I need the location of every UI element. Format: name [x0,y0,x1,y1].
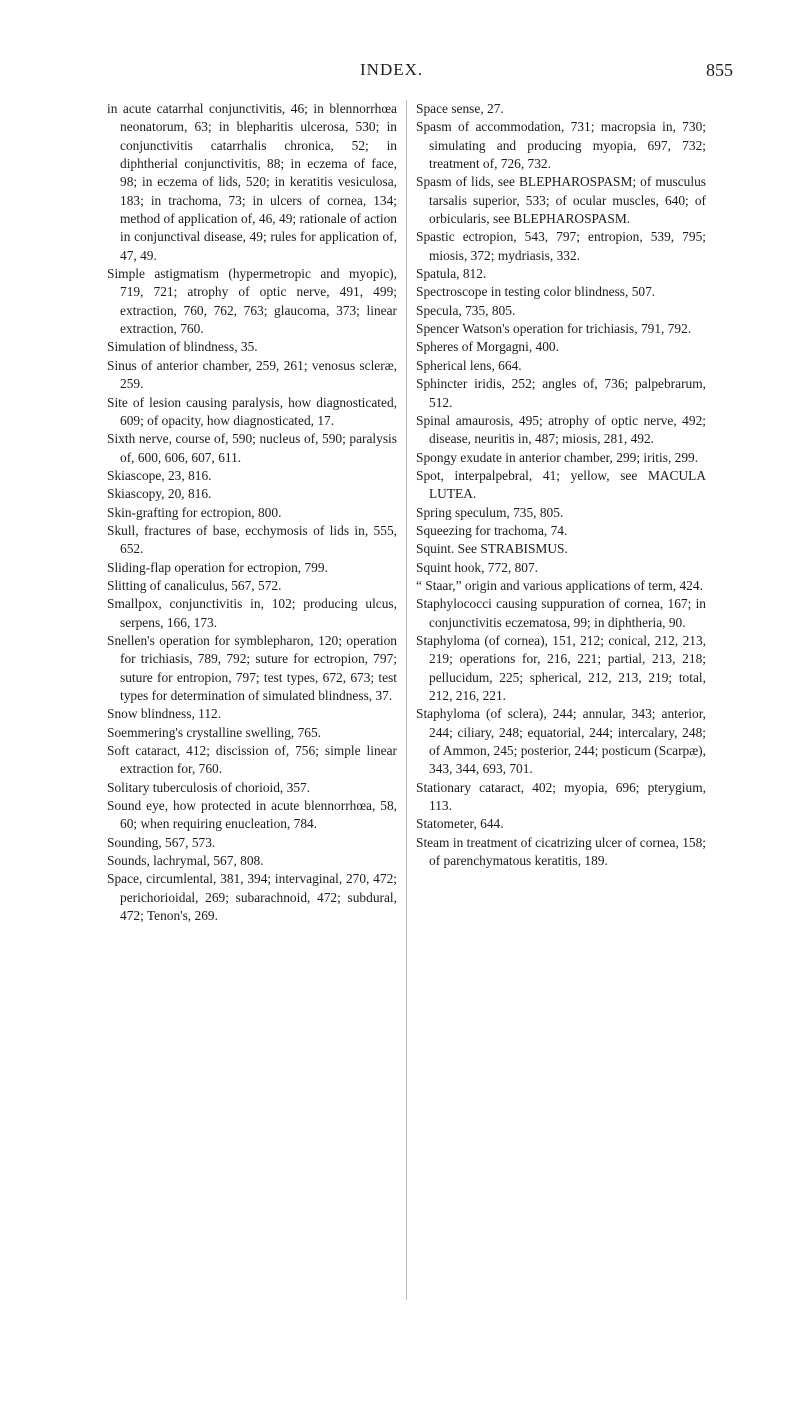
index-entry: Spinal amaurosis, 495; atrophy of optic nerve, 492; disease, neuritis in, 487; miosis, 281, 492. [416,412,706,447]
index-entry: “ Staar,” origin and various applications of term, 424. [416,577,703,593]
index-entry: Staphylococci causing suppuration of cornea, 167; in conjunctivitis eczematosa, 99; in diphtheria, 90. [416,596,706,630]
index-entry: Solitary tuberculosis of chorioid, 357. [107,779,311,795]
index-entry: Simulation of blindness, 35. [107,339,258,355]
index-entry: Spastic ectropion, 543, 797; entropion, 539, 795; miosis, 372; mydriasis, 332. [416,229,706,263]
index-entry: Skin-grafting for ectropion, 800. [107,504,282,520]
index-entry: Sounding, 567, 573. [107,834,216,850]
index-entry: Soemmering's crystalline swelling, 765. [107,724,322,740]
index-entry: Sinus of anterior chamber, 259, 261; venosus scleræ, 259. [107,357,397,392]
index-entry: Snow blindness, 112. [107,706,222,722]
index-entry: Statometer, 644. [416,816,504,832]
index-entry: Spongy exudate in anterior chamber, 299; iritis, 299. [416,449,699,465]
column-divider [406,100,407,1300]
index-entry: Site of lesion causing paralysis, how diagnosticated, 609; of opacity, how diagnosticated, 17. [107,394,397,428]
index-entry: Sphincter iridis, 252; angles of, 736; palpebrarum, 512. [416,376,706,410]
index-entry: Smallpox, conjunctivitis in, 102; producing ulcus, serpens, 166, 173. [107,596,397,630]
index-entry: Spasm of accommodation, 731; macropsia in, 730; simulating and producing myopia, 697, 732; treatment of, 726, 732. [416,119,706,172]
index-entry: Sliding-flap operation for ectropion, 799. [107,559,328,575]
index-entry: Skiascope, 23, 816. [107,467,212,483]
index-entry: Staphyloma (of sclera), 244; annular, 343; anterior, 244; ciliary, 248; equatorial, 244; intercalary, 248; of Ammon, 245; posterior, 244; posticum (Scarpæ), 343, 344, 693, 701. [416,706,706,777]
page-number: 855 [706,60,733,80]
index-entry: Sixth nerve, course of, 590; nucleus of, 590; paralysis of, 600, 606, 607, 611. [107,431,397,465]
running-head: INDEX. [360,60,424,79]
index-entry: Skiascopy, 20, 816. [107,486,212,502]
index-entry: Spot, interpalpebral, 41; yellow, see MACULA LUTEA. [416,467,706,502]
index-entry: Spatula, 812. [416,266,487,282]
index-entry: Squint. See STRABISMUS. [416,541,568,557]
index-column-left [107,100,397,925]
index-entry: Sounds, lachrymal, 567, 808. [107,853,264,869]
index-entry: Snellen's operation for symblepharon, 120; operation for trichiasis, 789, 792; suture for ectropion, 797; suture for entropion, 797; test types, 672, 673; test types for determination of simulated blindness, 37. [107,632,397,703]
index-entry: Space sense, 27. [416,101,504,116]
index-entry: Space, circumlental, 381, 394; intervaginal, 270, 472; perichorioidal, 269; subarachnoid, 472; subdural, 472; Tenon's, 269. [107,871,397,924]
index-entry: Slitting of canaliculus, 567, 572. [107,577,282,593]
index-entry: Squeezing for trachoma, 74. [416,522,568,538]
page-header [0,60,800,86]
index-entry: Soft cataract, 412; discission of, 756; simple linear extraction for, 760. [107,743,397,777]
index-entry: Skull, fractures of base, ecchymosis of lids in, 555, 652. [107,522,397,557]
index-entry: Simple astigmatism (hypermetropic and myopic), 719, 721; atrophy of optic nerve, 491, 499; extraction, 760, 762, 763; glaucoma, 373; linear extraction, 760. [107,266,397,337]
index-entry: Spectroscope in testing color blindness, 507. [416,284,656,300]
index-entry: Steam in treatment of cicatrizing ulcer of cornea, 158; of parenchymatous keratitis, 189. [416,834,706,869]
index-entry: Spring speculum, 735, 805. [416,504,564,520]
index-entry: Specula, 735, 805. [416,302,516,318]
index-entry: Spasm of lids, see BLEPHAROSPASM; of musculus tarsalis superior, 533; of ocular muscles, 640; of orbicularis, see BLEPHAROSPASM. [416,174,706,227]
index-entry: Spherical lens, 664. [416,357,522,373]
index-entry: Sound eye, how protected in acute blennorrhœa, 58, 60; when requiring enucleation, 784. [107,798,397,832]
index-entry: Spencer Watson's operation for trichiasis, 791, 792. [416,321,692,337]
index-column-right [416,100,706,870]
index-entry: Squint hook, 772, 807. [416,559,539,575]
index-entry: Spheres of Morgagni, 400. [416,339,559,355]
index-entry: in acute catarrhal conjunctivitis, 46; in blennorrhœa neonatorum, 63; in blepharitis ulcerosa, 530; in conjunctivitis catarrhalis chronica, 52; in diphtherial conjunctivitis, 88; in eczema of face, 98; in eczema of lids, 520; in keratitis vesiculosa, 183; in trachoma, 73; in ulcers of cornea, 134; method of application of, 46, 49; rationale of action in conjunctival disease, 49; rules for application of, 47, 49. [107,101,397,263]
index-entry: Staphyloma (of cornea), 151, 212; conical, 212, 213, 219; operations for, 216, 221; partial, 213, 218; pellucidum, 225; spherical, 212, 213, 219; total, 212, 216, 221. [416,632,706,703]
index-entry: Stationary cataract, 402; myopia, 696; pterygium, 113. [416,779,706,814]
